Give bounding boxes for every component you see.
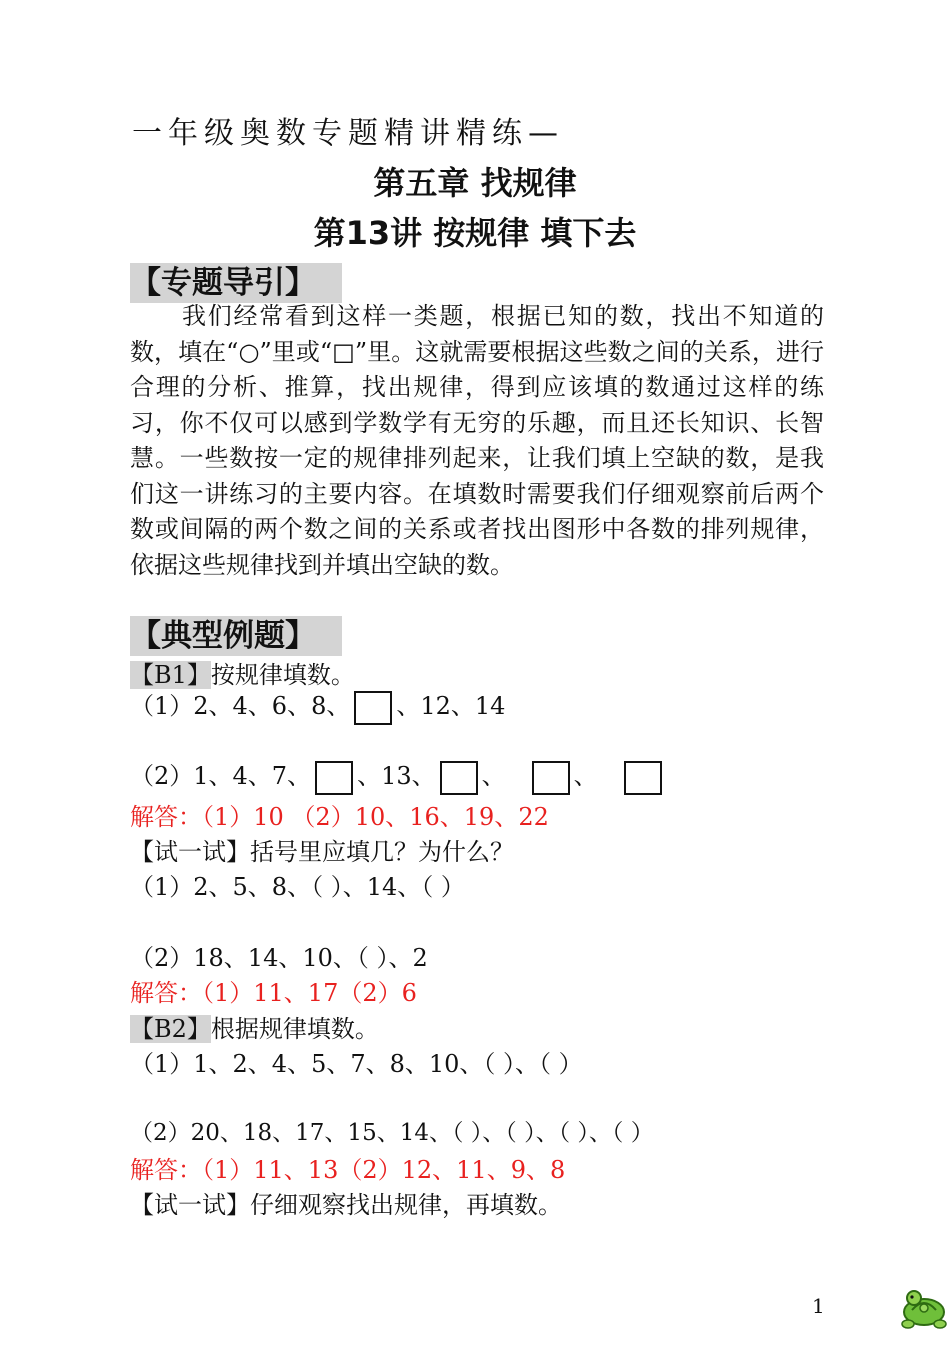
try1-question-1: （1）2、5、8、（ ）、14、（ ） [130, 873, 465, 901]
answer-box [354, 691, 392, 725]
b2-answer: 解答：（1）11、13（2）12、11、9、8 [130, 1156, 566, 1184]
examples-heading: 【典型例题】 [130, 616, 342, 656]
answer-box [624, 761, 662, 795]
page-number: 1 [812, 1294, 825, 1318]
b1-q2-sep3: 、 [573, 762, 598, 790]
intro-text: 我们经常看到这样一类题，根据已知的数，找出不知道的数，填在“○”里或“□”里。这就需要根据这些数之间的关系，进行合理的分析、推算，找出规律，得到应该填的数通过这样的练习，你不仅可以感到学数学有无穷的乐趣，而且还长知识、长智慧。一些数按一定的规律排列起来，让我们填上空缺的数，是我们这一讲练习的主要内容。在填数时需要我们仔细观察前后两个数或间隔的两个数之间的关系或者找出图形中各数的排列规律，依据这些规律找到并填出空缺的数。 [130, 302, 824, 579]
turtle-icon [898, 1286, 950, 1330]
intro-paragraph [130, 299, 824, 583]
answer-box [315, 761, 353, 795]
b1-q1-after: 、12、14 [396, 692, 506, 720]
try1-question-2: （2）18、14、10、（ ）、2 [130, 944, 428, 972]
b1-question-2 [130, 756, 666, 796]
b1-label: 【B1】 [130, 661, 211, 689]
b1-prompt: 按规律填数。 [210, 661, 355, 689]
b1-q2-start: （2）1、4、7、 [130, 762, 312, 790]
intro-heading: 【专题导引】 [130, 263, 342, 303]
try2-prompt: 【试一试】仔细观察找出规律，再填数。 [130, 1191, 562, 1219]
series-title: 一年级奥数专题精讲精练— [132, 116, 564, 151]
answer-box [532, 761, 570, 795]
b2-question-1: （1）1、2、4、5、7、8、10、（ ）、（ ） [130, 1050, 583, 1078]
b1-answer: 解答：（1）10 （2）10、16、19、22 [130, 803, 549, 831]
chapter-title: 第五章 找规律 [373, 164, 577, 202]
b1-question-1 [130, 686, 505, 726]
b2-prompt: 根据规律填数。 [210, 1015, 379, 1043]
b2-label: 【B2】 [130, 1015, 211, 1043]
b1-q2-mid1: 、13、 [357, 762, 436, 790]
b2-question-2: （2）20、18、17、15、14、（ ）、（ ）、（ ）、（ ） [130, 1120, 654, 1146]
b1-heading [130, 655, 355, 690]
b2-heading [130, 1009, 379, 1044]
b1-q1-before: （1）2、4、6、8、 [130, 692, 351, 720]
try1-prompt: 【试一试】括号里应填几？为什么？ [130, 838, 514, 866]
try1-answer: 解答：（1）11、17（2）6 [130, 979, 417, 1007]
lecture-title: 第13讲 按规律 填下去 [313, 214, 637, 252]
b1-q2-sep2: 、 [481, 762, 506, 790]
answer-box [440, 761, 478, 795]
